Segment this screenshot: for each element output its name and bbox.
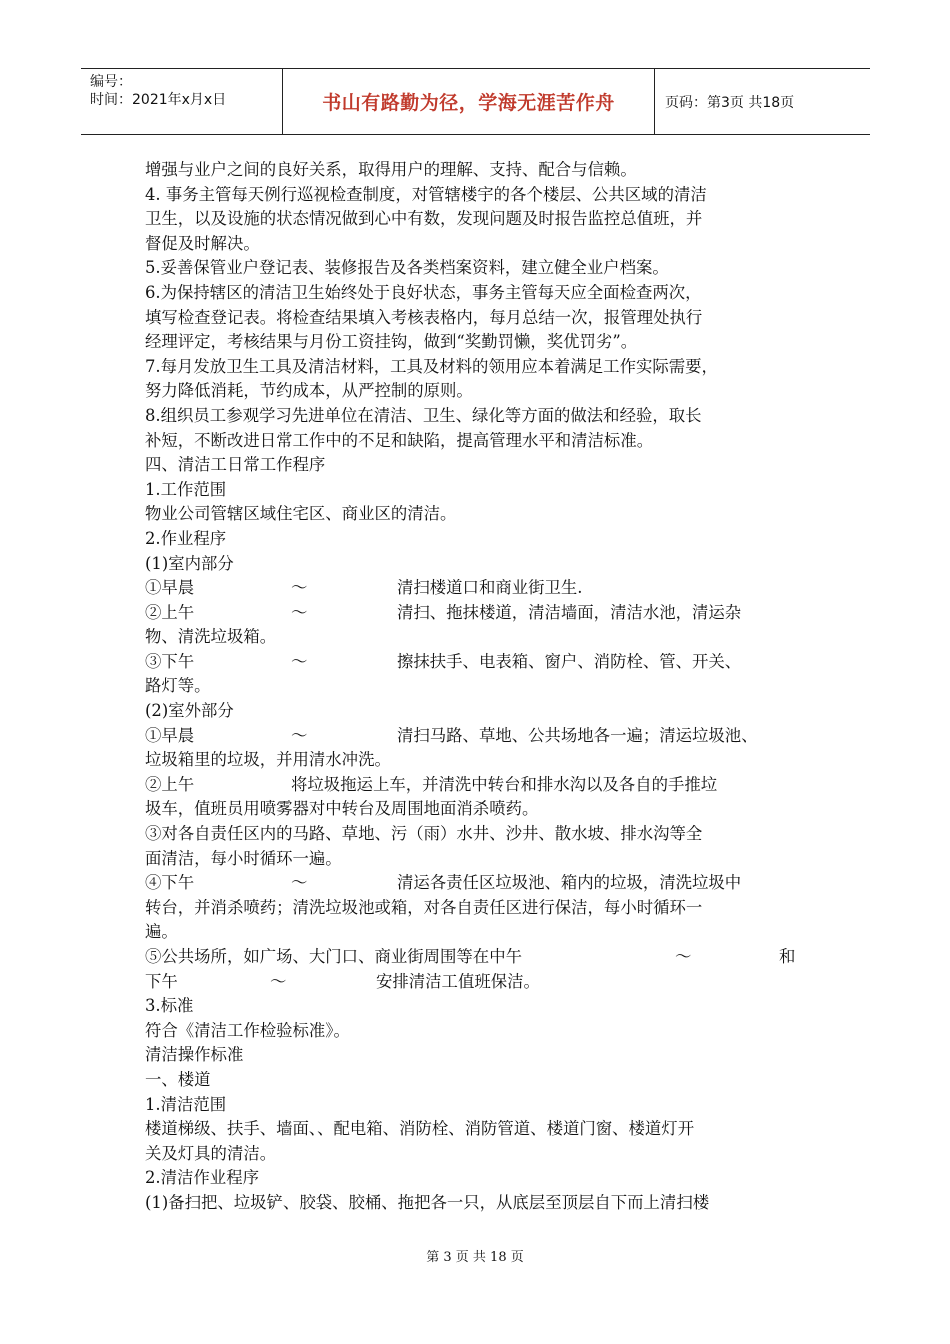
section-heading: 一、楼道 <box>145 1069 211 1089</box>
body-line: 督促及时解决。 <box>145 233 260 253</box>
document-body <box>145 158 815 1216</box>
subsection-heading: 1.工作范围 <box>145 479 227 499</box>
page-header <box>81 68 870 135</box>
schedule-continuation: 物、清洗垃圾箱。 <box>145 627 277 647</box>
schedule-task: 将垃圾拖运上车，并清洗中转台和排水沟以及各自的手推垃 <box>291 774 718 794</box>
schedule-period: ①早晨 <box>145 725 195 745</box>
schedule-continuation: 路灯等。 <box>145 676 211 696</box>
section-heading: 清洁操作标准 <box>145 1045 244 1065</box>
body-line: 8.组织员工参观学习先进单位在清洁、卫生、绿化等方面的做法和经验，取长 <box>145 405 702 425</box>
body-line: 5.妥善保管业户登记表、装修报告及各类档案资料，建立健全业户档案。 <box>145 258 669 278</box>
schedule-row <box>145 650 815 675</box>
schedule-row <box>145 945 815 970</box>
document-number-label: 编号： <box>90 74 132 90</box>
schedule-tilde: ～ <box>291 578 308 598</box>
schedule-task: 清扫、拖抹楼道，清洁墙面，清洁水池，清运杂 <box>397 602 742 622</box>
schedule-tilde: ～ <box>291 725 308 745</box>
schedule-period: ②上午 <box>145 774 195 794</box>
body-line: 增强与业户之间的良好关系，取得用户的理解、支持、配合与信赖。 <box>145 160 637 179</box>
body-line: 面清洁，每小时循环一遍。 <box>145 848 342 868</box>
schedule-row <box>145 970 815 995</box>
schedule-tilde: ～ <box>675 947 692 966</box>
schedule-task: 清运各责任区垃圾池、箱内的垃圾，清洗垃圾中 <box>397 873 742 893</box>
body-line: ③对各自责任区内的马路、草地、污（雨）水井、沙井、散水坡、排水沟等全 <box>145 824 703 844</box>
section-heading: 四、清洁工日常工作程序 <box>145 455 326 475</box>
schedule-period: 下午 <box>145 971 178 991</box>
schedule-continuation: 转台，并消杀喷药；清洗垃圾池或箱，对各自责任区进行保洁，每小时循环一 <box>145 897 703 917</box>
schedule-row <box>145 871 815 896</box>
schedule-row <box>145 773 815 798</box>
body-line: 7.每月发放卫生工具及清洁材料，工具及材料的领用应本着满足工作实际需要， <box>145 356 718 376</box>
schedule-continuation: 遍。 <box>145 922 178 942</box>
schedule-row <box>145 576 815 601</box>
subsection-heading: 2.清洁作业程序 <box>145 1168 259 1188</box>
schedule-continuation: 垃圾箱里的垃圾，并用清水冲洗。 <box>145 750 391 770</box>
body-line: (1)备扫把、垃圾铲、胶袋、胶桶、拖把各一只，从底层至顶层自下而上清扫楼 <box>145 1192 710 1212</box>
schedule-task: ⑤公共场所，如广场、大门口、商业街周围等在中午 <box>145 947 522 966</box>
schedule-task: 擦抹扶手、电表箱、窗户、消防栓、管、开关、 <box>397 651 742 671</box>
schedule-tilde: ～ <box>291 602 308 622</box>
body-line: 符合《清洁工作检验标准》。 <box>145 1020 350 1040</box>
body-line: 经理评定，考核结果与月份工资挂钩，做到“奖勤罚懒，奖优罚劣”。 <box>145 332 638 352</box>
schedule-task: 清扫楼道口和商业街卫生. <box>397 578 583 598</box>
body-line: 卫生，以及设施的状态情况做到心中有数，发现问题及时报告监控总值班，并 <box>145 209 703 229</box>
schedule-and: 和 <box>779 947 796 966</box>
schedule-row <box>145 724 815 749</box>
body-line: 补短，不断改进日常工作中的不足和缺陷，提高管理水平和清洁标准。 <box>145 430 654 450</box>
subsection-heading: (2)室外部分 <box>145 701 234 721</box>
subsection-heading: 2.作业程序 <box>145 528 227 548</box>
document-date: 时间：2021年x月x日 <box>90 92 227 108</box>
body-line: 物业公司管辖区域住宅区、商业区的清洁。 <box>145 504 457 524</box>
body-line: 4. 事务主管每天例行巡视检查制度，对管辖楼宇的各个楼层、公共区域的清洁 <box>145 184 707 204</box>
schedule-task: 清扫马路、草地、公共场地各一遍；清运垃圾池、 <box>397 725 758 745</box>
subsection-heading: 1.清洁范围 <box>145 1094 227 1114</box>
body-line: 填写检查登记表。将检查结果填入考核表格内，每月总结一次，报管理处执行 <box>145 307 703 327</box>
header-meta <box>81 69 283 134</box>
header-motto: 书山有路勤为径，学海无涯苦作舟 <box>283 69 655 134</box>
body-line: 关及灯具的清洁。 <box>145 1143 277 1163</box>
schedule-period: ④下午 <box>145 873 195 893</box>
schedule-period: ③下午 <box>145 651 195 671</box>
body-line: 楼道梯级、扶手、墙面、、配电箱、消防栓、消防管道、楼道门窗、楼道灯开 <box>145 1119 695 1139</box>
schedule-period: ②上午 <box>145 602 195 622</box>
schedule-continuation: 圾车，值班员用喷雾器对中转台及周围地面消杀喷药。 <box>145 799 539 819</box>
schedule-tilde: ～ <box>291 873 308 893</box>
schedule-period: ①早晨 <box>145 578 195 598</box>
header-page-info: 页码：第3页 共18页 <box>665 94 795 111</box>
subsection-heading: (1)室内部分 <box>145 553 234 573</box>
schedule-row <box>145 601 815 626</box>
page-footer: 第 3 页 共 18 页 <box>426 1250 524 1265</box>
body-line: 努力降低消耗，节约成本，从严控制的原则。 <box>145 381 473 401</box>
schedule-tilde: ～ <box>270 971 287 991</box>
subsection-heading: 3.标准 <box>145 996 194 1016</box>
body-line: 6.为保持辖区的清洁卫生始终处于良好状态，事务主管每天应全面检查两次， <box>145 282 702 302</box>
schedule-task: 安排清洁工值班保洁。 <box>376 971 540 991</box>
schedule-tilde: ～ <box>291 651 308 671</box>
